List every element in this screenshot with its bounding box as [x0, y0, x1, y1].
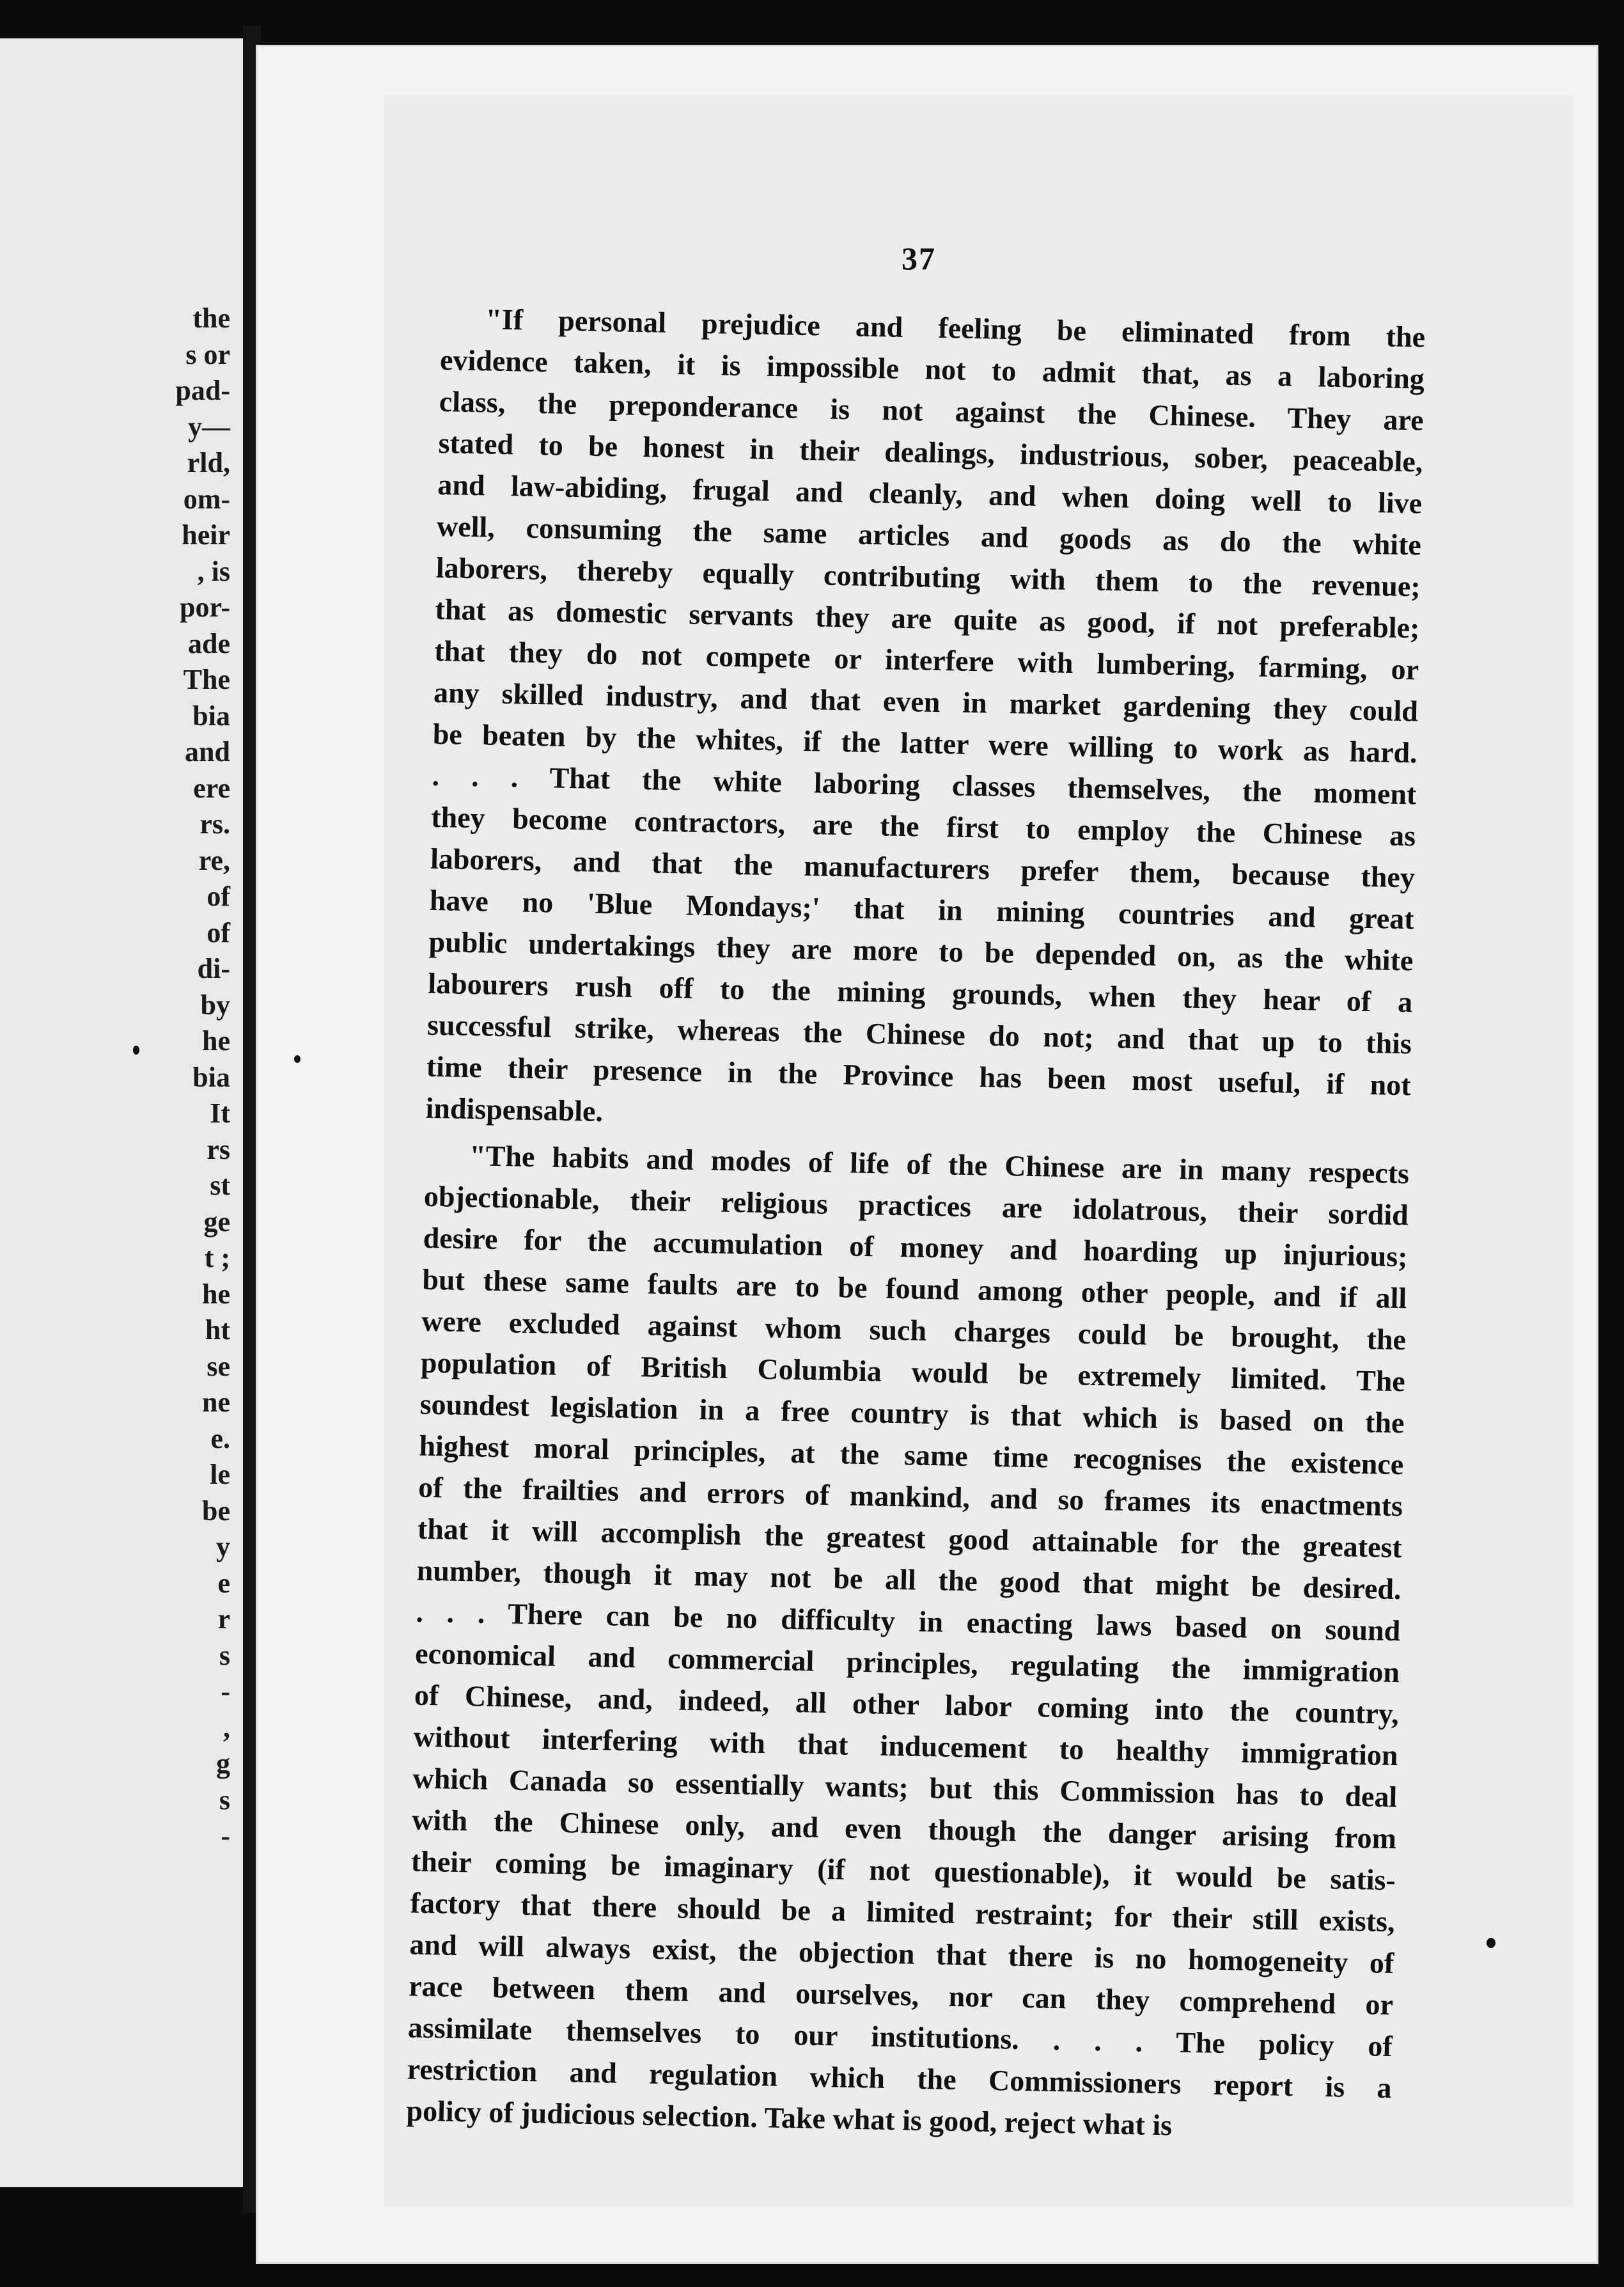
left-page-fragment: ht — [205, 1314, 230, 1346]
text-line: "The habits and modes of life of the Chinese are in many respects — [469, 1139, 1410, 1190]
left-page-fragment: The — [183, 664, 230, 695]
text-line: be beaten by the whites, if the latter were willing to work as hard. — [432, 717, 1418, 769]
left-page-fragment: ere — [193, 772, 230, 804]
left-page-fragment: by — [200, 989, 230, 1021]
left-page-fragment: se — [207, 1350, 230, 1382]
left-page-fragment: om- — [183, 483, 230, 515]
left-page-fragment: ne — [202, 1387, 230, 1418]
left-page-fragment: rs — [207, 1133, 230, 1165]
text-line: public undertakings they are more to be depended on, as the white — [428, 925, 1414, 977]
left-page-fragment: he — [202, 1025, 230, 1057]
text-line: restriction and regulation which the Commissioners report is a — [407, 2052, 1393, 2105]
left-page-fragment: he — [202, 1278, 230, 1310]
text-line: class, the preponderance is not against the Chinese. They are — [439, 384, 1425, 437]
left-page-fragment: s — [219, 1639, 230, 1671]
left-page-fragment: e. — [210, 1422, 230, 1454]
left-page-fragment: bia — [192, 1061, 230, 1093]
text-line: that they do not compete or interfere with lumbering, farming, or — [433, 634, 1419, 686]
text-line: indispensable. — [425, 1091, 604, 1128]
text-line: well, consuming the same articles and goods as do the white — [436, 509, 1422, 562]
text-line: were excluded against whom such charges could be brought, the — [421, 1304, 1407, 1356]
text-line: labourers rush off to the mining grounds, when they hear of a — [427, 966, 1413, 1019]
left-page-fragment: y — [216, 1531, 230, 1562]
text-line: with the Chinese only, and even though the danger arising from — [411, 1803, 1397, 1855]
text-line: but these same faults are to be found among other people, and if all — [422, 1262, 1407, 1315]
left-page-fragment: bia — [192, 700, 230, 732]
text-line: population of British Columbia would be extremely limited. The — [420, 1346, 1406, 1398]
text-line: number, though it may not be all the good that might be desired. — [416, 1553, 1401, 1606]
left-page-fragment: s — [219, 1784, 230, 1816]
left-page-fragment: ade — [188, 627, 230, 659]
left-page-fragment: and — [185, 736, 230, 767]
left-page-fragment: rld, — [187, 447, 230, 478]
left-page-fragment: heir — [182, 519, 230, 551]
text-line: evidence taken, it is impossible not to admit that, as a laboring — [439, 343, 1425, 395]
left-page-fragment: of — [207, 916, 230, 948]
left-page-fragment: ge — [203, 1206, 230, 1238]
text-line: and will always exist, the objection that there is no homogeneity of — [409, 1928, 1394, 1980]
text-line: policy of judicious selection. Take what is good, reject what is — [406, 2094, 1173, 2142]
text-line: laborers, and that the manufacturers prefer them, because they — [430, 842, 1416, 894]
left-page-fragment: le — [210, 1459, 230, 1490]
text-line: economical and commercial principles, regulating the immigration — [414, 1637, 1400, 1689]
ink-spot — [1487, 1938, 1495, 1948]
left-page-fragment: g — [216, 1748, 230, 1779]
text-line: factory that there should be a limited restraint; for their still exists, — [410, 1886, 1396, 1938]
left-page-fragment: st — [210, 1170, 230, 1201]
text-line: their coming be imaginary (if not questionable), it would be satis- — [410, 1844, 1396, 1897]
left-page-fragment: y— — [188, 411, 230, 443]
left-page-fragment: pad- — [175, 375, 230, 406]
text-line: assimilate themselves to our institutions. . . . The policy of — [407, 2011, 1393, 2063]
body-text — [406, 297, 1426, 2150]
text-line: time their presence in the Province has been most useful, if not — [426, 1049, 1412, 1102]
paragraph — [425, 297, 1426, 1147]
text-line: any skilled industry, and that even in market gardening they could — [433, 675, 1419, 728]
text-line: race between them and ourselves, nor can they comprehend or — [408, 1969, 1394, 2022]
text-line: which Canada so essentially wants; but this Commission has to deal — [412, 1761, 1398, 1814]
left-page-fragment: , is — [197, 555, 230, 587]
left-page-fragment: s or — [185, 338, 230, 370]
left-page-fragment: r — [217, 1603, 230, 1635]
text-line: that it will accomplish the greatest good attainable for the greatest — [417, 1512, 1403, 1564]
left-page-fragment: re, — [198, 844, 230, 876]
text-line: that as domestic servants they are quite as good, if not preferable; — [435, 592, 1420, 645]
text-line: and law-abiding, frugal and cleanly, and when doing well to live — [437, 468, 1423, 520]
text-line: they become contractors, are the first to employ the Chinese as — [430, 800, 1416, 853]
left-page-fragment: di- — [197, 953, 230, 984]
text-line: have no 'Blue Mondays;' that in mining countries and great — [429, 883, 1415, 936]
left-page-text-fragments — [0, 301, 230, 1855]
left-page-fragment: the — [192, 303, 230, 334]
ink-spot — [133, 1046, 139, 1055]
left-page-fragment: rs. — [199, 808, 230, 840]
paragraph — [406, 1134, 1410, 2150]
left-page-fragment: It — [210, 1097, 230, 1129]
left-page-fragment: e — [217, 1567, 230, 1599]
text-line: desire for the accumulation of money and hoarding up injurious; — [423, 1221, 1408, 1273]
text-line: . . . There can be no difficulty in enacting laws based on sound — [416, 1595, 1401, 1647]
left-facing-page — [0, 38, 247, 2187]
left-page-fragment: be — [202, 1495, 230, 1527]
left-page-fragment: por- — [179, 592, 230, 623]
main-page — [256, 45, 1598, 2264]
text-line: . . . That the white laboring classes themselves, the moment — [432, 758, 1417, 811]
text-line: without interfering with that inducement to healthy immigration — [413, 1720, 1399, 1772]
ink-spot — [294, 1055, 301, 1063]
left-page-fragment: - — [221, 1676, 230, 1707]
text-line: soundest legislation in a free country is that which is based on the — [419, 1387, 1405, 1440]
left-page-fragment: t ; — [204, 1242, 230, 1273]
text-line: highest moral principles, at the same time recognises the existence — [419, 1429, 1404, 1481]
page-number: 37 — [902, 240, 936, 276]
text-line: objectionable, their religious practices are idolatrous, their sordid — [423, 1179, 1409, 1232]
text-line: "If personal prejudice and feeling be eliminated from the — [485, 303, 1426, 354]
left-page-fragment: of — [207, 881, 230, 912]
text-line: of Chinese, and, indeed, all other labor coming into the country, — [414, 1678, 1400, 1731]
left-page-fragment: , — [223, 1711, 230, 1743]
text-line: successful strike, whereas the Chinese do not; and that up to this — [426, 1008, 1412, 1060]
text-line: laborers, thereby equally contributing with them to the revenue; — [435, 551, 1421, 603]
text-line: stated to be honest in their dealings, industrious, sober, peaceable, — [438, 426, 1423, 478]
text-line: of the frailties and errors of mankind, and so frames its enactments — [418, 1470, 1403, 1523]
left-page-fragment: - — [221, 1820, 230, 1851]
